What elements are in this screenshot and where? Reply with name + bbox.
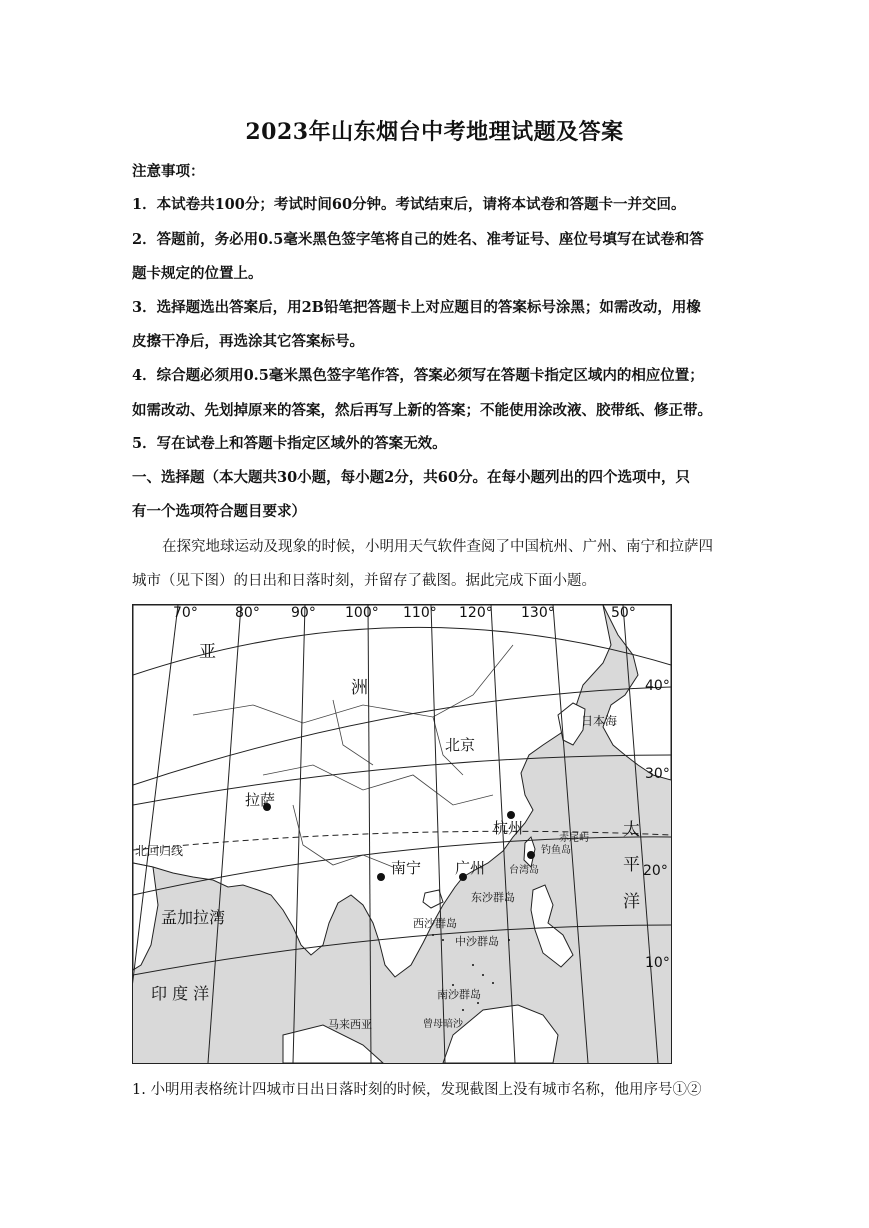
island-nansha: 南沙群岛: [437, 988, 481, 1001]
region-malaysia: 马来西亚: [328, 1018, 372, 1031]
city-hangzhou: 杭州: [493, 819, 524, 837]
lon-label-110: 110°: [403, 605, 437, 621]
city-lhasa: 拉萨: [245, 791, 276, 809]
island-zhongsha: 中沙群岛: [455, 935, 499, 948]
label-taiwan: 台湾岛: [509, 865, 539, 876]
map-figure: [132, 604, 672, 1064]
lon-label-80: 80°: [235, 605, 260, 621]
city-marker-hangzhou: [507, 811, 515, 819]
region-indian-ocean: 印 度 洋: [151, 984, 210, 1003]
city-marker-nanning: [377, 873, 385, 881]
region-asia-2: 洲: [351, 678, 368, 698]
island-zengmu: 曾母暗沙: [423, 1019, 463, 1030]
lat-label-20: 20°: [643, 863, 668, 879]
region-bengal: 孟加拉湾: [161, 908, 226, 927]
lat-label-40: 40°: [645, 678, 670, 694]
page-title: 2023年山东烟台中考地理试题及答案: [245, 119, 624, 145]
section-heading-2: 有一个选项符合题目要求）: [132, 503, 306, 520]
lon-label-90: 90°: [291, 605, 316, 621]
city-beijing: 北京: [445, 736, 476, 754]
lon-label-130: 130°: [521, 605, 555, 621]
region-pacific-3: 洋: [623, 892, 640, 912]
note-line-5: 皮擦干净后，再选涂其它答案标号。: [132, 333, 364, 350]
lat-label-10: 10°: [645, 955, 670, 971]
note-line-2: 2．答题前，务必用0.5毫米黑色签字笔将自己的姓名、准考证号、座位号填写在试卷和答: [132, 231, 704, 248]
city-marker-taiwan: [527, 851, 535, 859]
region-pacific-2: 平: [623, 855, 640, 875]
lon-label-120: 120°: [459, 605, 493, 621]
region-asia-1: 亚: [199, 642, 216, 662]
note-line-3: 题卡规定的位置上。: [132, 265, 263, 282]
lat-label-30: 30°: [645, 766, 670, 782]
note-line-1: 1．本试卷共100分；考试时间60分钟。考试结束后，请将本试卷和答题卡一并交回。: [132, 196, 686, 213]
island-chiwei: 赤尾屿: [559, 833, 589, 844]
region-pacific-1: 太: [623, 820, 640, 840]
intro-line-1: 在探究地球运动及现象的时候，小明用天气软件查阅了中国杭州、广州、南宁和拉萨四: [162, 539, 713, 555]
note-line-4: 3．选择题选出答案后，用2B铅笔把答题卡上对应题目的答案标号涂黑；如需改动，用橡: [132, 299, 701, 316]
island-dongsha: 东沙群岛: [471, 891, 515, 904]
city-nanning: 南宁: [391, 859, 422, 877]
note-line-8: 5．写在试卷上和答题卡指定区域外的答案无效。: [132, 435, 447, 452]
lon-label-70: 70°: [173, 605, 198, 621]
question-1: 1. 小明用表格统计四城市日出日落时刻的时候，发现截图上没有城市名称，他用序号①②: [132, 1082, 702, 1098]
intro-line-2: 城市（见下图）的日出和日落时刻，并留存了截图。据此完成下面小题。: [132, 573, 596, 589]
region-japan-sea: 日本海: [581, 714, 618, 728]
lon-label-50: 50°: [611, 605, 636, 621]
note-line-7: 如需改动、先划掉原来的答案，然后再写上新的答案；不能使用涂改液、胶带纸、修正带。: [132, 402, 712, 419]
section-heading-1: 一、选择题（本大题共30小题，每小题2分，共60分。在每小题列出的四个选项中，只: [132, 469, 690, 486]
city-guangzhou: 广州: [455, 859, 486, 877]
note-line-6: 4．综合题必须用0.5毫米黑色签字笔作答，答案必须写在答题卡指定区域内的相应位置；: [132, 367, 704, 384]
notice-heading: 注意事项：: [132, 163, 205, 180]
island-xisha: 西沙群岛: [413, 917, 457, 930]
lon-label-100: 100°: [345, 605, 379, 621]
island-diaoyu: 钓鱼岛: [541, 845, 571, 856]
tropic-label: 北回归线: [135, 844, 184, 858]
